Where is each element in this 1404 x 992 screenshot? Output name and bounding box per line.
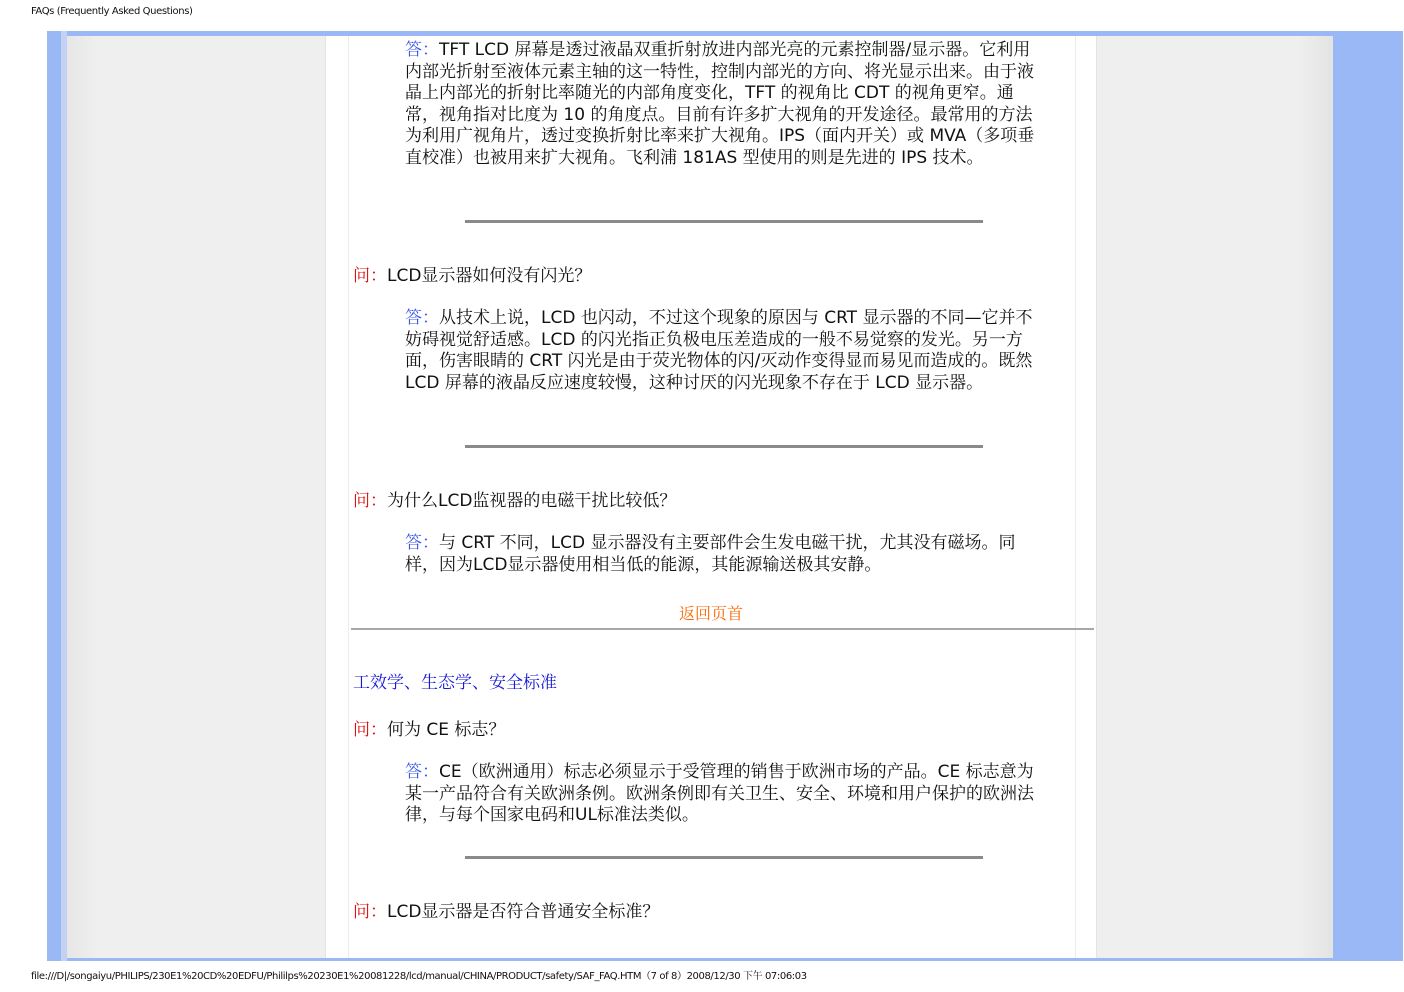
section-title: 工效学、生态学、安全标准 — [353, 673, 557, 693]
divider — [465, 856, 983, 859]
answer-label: 答： — [405, 762, 439, 782]
question-safety — [353, 897, 659, 922]
answer-label: 答： — [405, 533, 439, 553]
question-text: 为什么LCD监视器的电磁干扰比较低？ — [387, 491, 677, 511]
print-footer: file:///D|/songaiyu/PHILIPS/230E1%20CD%20EDFU/Phililps%20230E1%20081228/lcd/manual/CHINA/PRODUCT/safety/SAF_FAQ.HTM（7 of 8）2008/12/30 下午 07:06:03 — [31, 971, 807, 982]
answer-text: 从技术上说，LCD 也闪动，不过这个现象的原因与 CRT 显示器的不同—它并不妨碍视觉舒适感。LCD 的闪光指正负极电压差造成的一般不易觉察的发光。另一方面，伤害眼睛的 CRT 闪光是由于荧光物体的闪/灭动作变得显而易见而造成的。既然 LCD 屏幕的液晶反应速度较慢，这种讨厌的闪光现象不存在于 LCD 显示器。 — [405, 308, 1033, 393]
answer-ce — [405, 762, 1045, 827]
question-text: LCD显示器如何没有闪光？ — [387, 266, 592, 286]
divider — [465, 220, 983, 223]
back-to-top-link[interactable]: 返回页首 — [678, 604, 743, 623]
question-label: 问： — [353, 266, 387, 286]
question-text: 何为 CE 标志？ — [387, 720, 506, 740]
divider — [465, 445, 983, 448]
question-label: 问： — [353, 491, 387, 511]
question-emi — [353, 486, 676, 511]
answer-text: 与 CRT 不同，LCD 显示器没有主要部件会生发电磁干扰，尤其没有磁场。同样，因为LCD显示器使用相当低的能源，其能源输送极其安静。 — [405, 533, 1016, 575]
answer-flicker — [405, 308, 1045, 394]
answer-label: 答： — [405, 40, 439, 60]
page-canvas — [67, 36, 1333, 958]
browser-frame — [47, 31, 1403, 961]
question-ce — [353, 715, 505, 740]
section-rule — [351, 628, 1094, 630]
answer-viewing-angle — [405, 40, 1045, 170]
question-flicker — [353, 261, 591, 286]
question-text: LCD显示器是否符合普通安全标准？ — [387, 902, 660, 922]
print-header: FAQs (Frequently Asked Questions) — [31, 6, 193, 17]
answer-label: 答： — [405, 308, 439, 328]
faq-content — [325, 36, 1097, 958]
answer-emi — [405, 533, 1045, 576]
answer-text: TFT LCD 屏幕是透过液晶双重折射放进内部光亮的元素控制器/显示器。它利用内部光折射至液体元素主轴的这一特性，控制内部光的方向、将光显示出来。由于液晶上内部光的折射比率随光的内部角度变化，TFT 的视角比 CDT 的视角更窄。通常，视角指对比度为 10 的角度点。目前有许多扩大视角的开发途径。最常用的方法为利用广视角片，透过变换折射比率来扩大视角。IPS（面内开关）或 MVA（多项垂直校准）也被用来扩大视角。飞利浦 181AS 型使用的则是先进的 IPS 技术。 — [405, 40, 1035, 168]
question-label: 问： — [353, 902, 387, 922]
question-label: 问： — [353, 720, 387, 740]
answer-text: CE（欧洲通用）标志必须显示于受管理的销售于欧洲市场的产品。CE 标志意为某一产品符合有关欧洲条例。欧洲条例即有关卫生、安全、环境和用户保护的欧洲法律，与每个国家电码和UL标准法类似。 — [405, 762, 1034, 826]
